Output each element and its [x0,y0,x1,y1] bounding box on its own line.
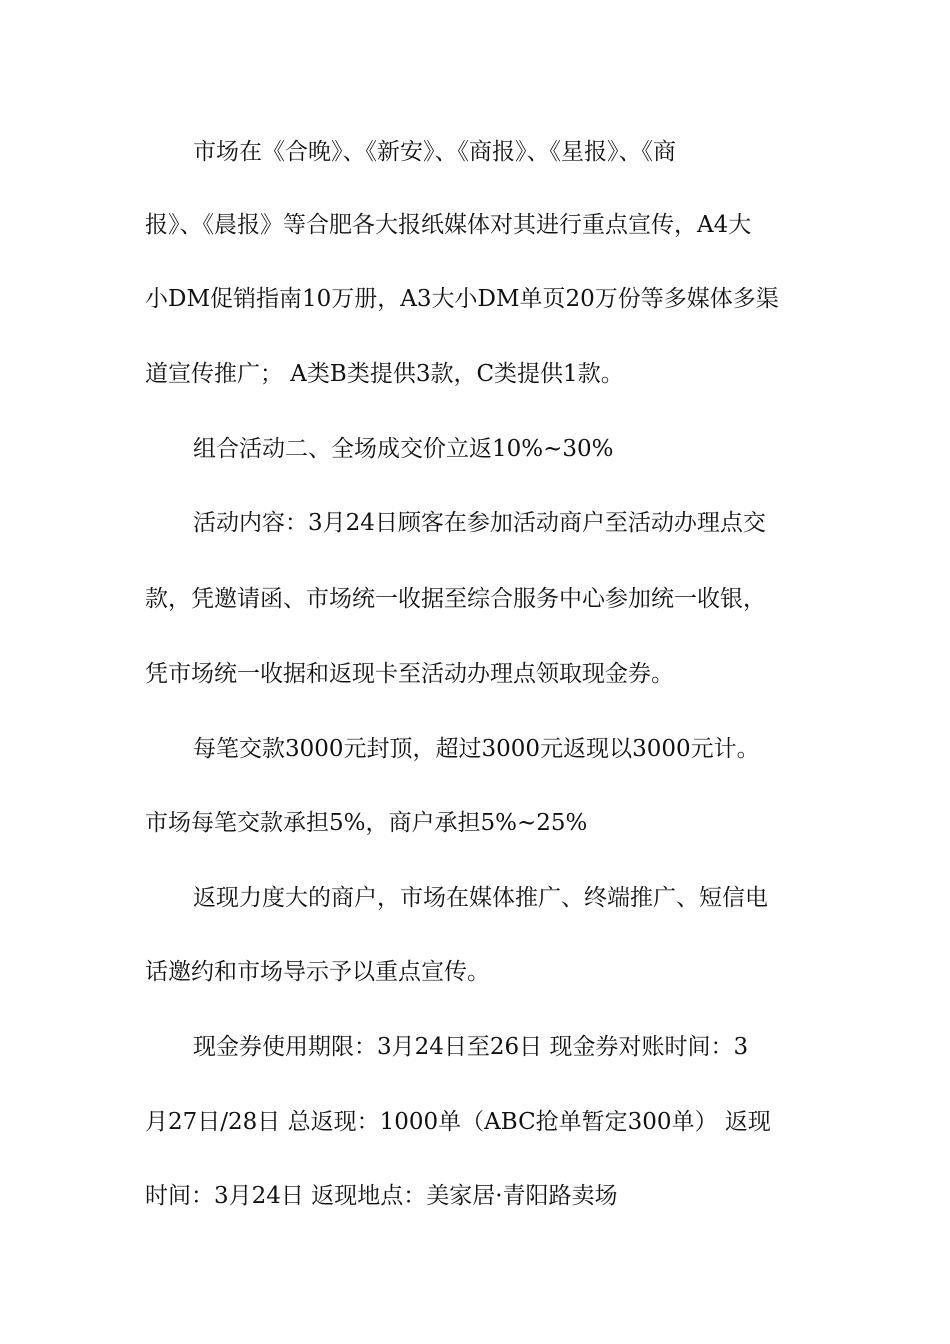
paragraph-4-line-2: 话邀约和市场导示予以重点宣传。 [145,959,490,985]
paragraph-5-line-3: 时间：3月24日 返现地点：美家居·青阳路卖场 [145,1183,618,1209]
paragraph-1-line-3: 小DM促销指南10万册，A3大小DM单页20万份等多媒体多渠 [145,286,779,312]
paragraph-5-line-1: 现金券使用期限：3月24日至26日 现金券对账时间：3 [193,1034,749,1060]
paragraph-2-line-1: 活动内容：3月24日顾客在参加活动商户至活动办理点交 [193,510,766,536]
paragraph-2-line-3: 凭市场统一收据和返现卡至活动办理点领取现金券。 [145,661,674,687]
paragraph-5-line-2: 月27日/28日 总返现：1000单（ABC抢单暂定300单） 返现 [145,1109,771,1135]
paragraph-1-line-1: 市场在《合晚》、《新安》、《商报》、《星报》、《商 [193,139,676,165]
paragraph-2-line-2: 款，凭邀请函、市场统一收据至综合服务中心参加统一收银， [145,586,766,612]
paragraph-1-line-4: 道宣传推广； A类B类提供3款，C类提供1款。 [145,361,624,387]
paragraph-3-line-1: 每笔交款3000元封顶，超过3000元返现以3000元计。 [193,736,760,762]
paragraph-3-line-2: 市场每笔交款承担5%，商户承担5%~25% [145,810,588,836]
paragraph-1-line-2: 报》、《晨报》等合肥各大报纸媒体对其进行重点宣传，A4大 [145,212,752,238]
section-heading-activity-2: 组合活动二、全场成交价立返10%~30% [193,436,614,462]
paragraph-4-line-1: 返现力度大的商户，市场在媒体推广、终端推广、短信电 [193,885,768,911]
